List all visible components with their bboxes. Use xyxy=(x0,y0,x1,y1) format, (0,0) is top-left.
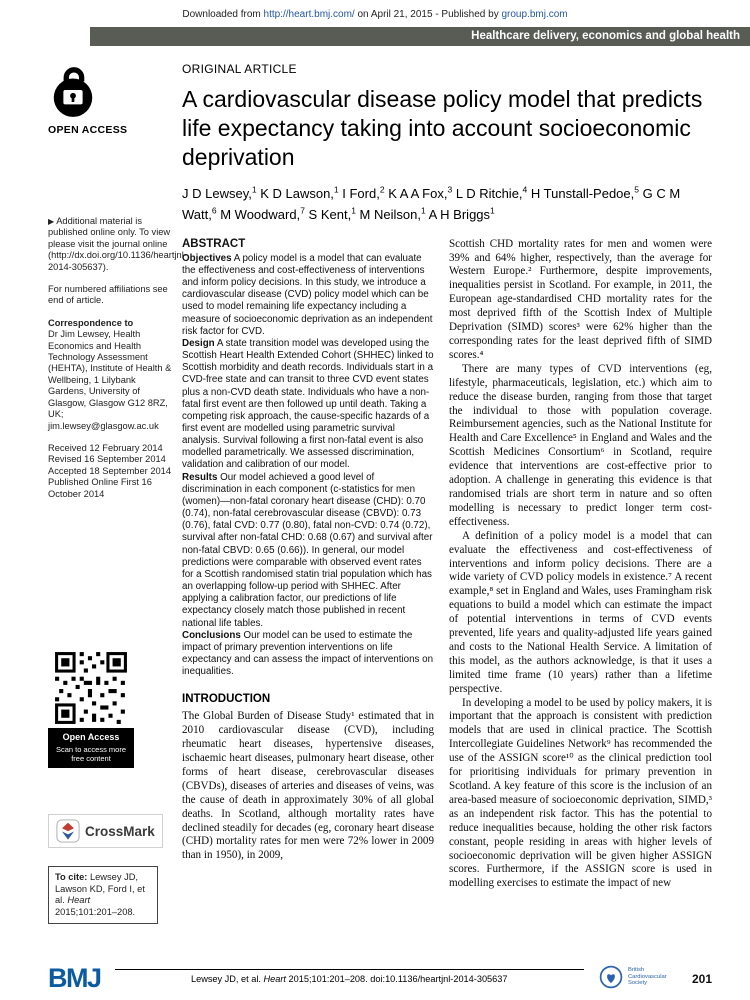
sidebar xyxy=(48,46,187,924)
article-type-label: ORIGINAL ARTICLE xyxy=(182,62,297,76)
correspondence-text: Dr Jim Lewsey, Health Economics and Health Technology Assessment (HEHTA), Institute of Health & Wellbeing, 1 Lilybank Gardens, University of Glasgow, Glasgow G12 8RZ, UK; jim.lewsey@glasgow.ac.uk xyxy=(48,329,172,431)
bmj-logo: BMJ xyxy=(48,963,101,993)
author-name: M Neilson,$^1$ xyxy=(359,205,426,223)
introduction-heading: INTRODUCTION xyxy=(182,693,271,706)
right-column xyxy=(449,238,712,892)
correspondence-block xyxy=(48,318,172,432)
open-access-label: OPEN ACCESS xyxy=(48,124,128,137)
cite-rest: 2015;101:201–208. xyxy=(55,906,136,917)
cite-label: To cite: xyxy=(55,872,88,883)
cite-authors: Lewsey JD, Lawson KD, Ford I, et al. xyxy=(55,872,145,906)
crossmark-badge[interactable] xyxy=(48,814,163,848)
cite-journal: Heart xyxy=(67,895,91,906)
body-paragraph: In developing a model to be used by policy makers, it is important that the approach is consistent with prediction models that are used in clinical practice. The Scottish Intercollegiate Guidelines Network⁹ has recommended the use of the ASSIGN score¹⁰ as the clinical prediction tool for prioritising individuals for primary prevention in Scotland. A key feature of this score is the inclusion of an area-based measure of socioeconomic deprivation, SIMD,³ as an independent risk factor. This has the potential to reduce inequalities because, holding the other risk factors constant, people residing in areas with higher levels of socioeconomic deprivation will be given higher ASSIGN scores. Furthermore, if the ASSIGN score is used in modelling exercises to estimate the impact of new xyxy=(449,696,712,890)
section-banner: Healthcare delivery, economics and global health xyxy=(90,27,750,46)
author-name: H Tunstall-Pedoe,$^5$ xyxy=(530,185,639,202)
correspondence-label: Correspondence to xyxy=(48,317,134,328)
authors-line xyxy=(182,182,712,224)
author-name: M Woodward,$^7$ xyxy=(220,205,305,223)
author-name: I Ford,$^2$ xyxy=(342,185,385,202)
abstract-heading: ABSTRACT xyxy=(182,237,246,250)
article-title: A cardiovascular disease policy model that predicts life expectancy taking into account socioeconomic deprivation xyxy=(182,86,703,170)
download-header xyxy=(0,0,750,20)
article-main xyxy=(182,46,712,924)
history-accepted: Accepted 18 September 2014 xyxy=(48,465,172,476)
page-content xyxy=(0,46,750,924)
history-revised: Revised 16 September 2014 xyxy=(48,454,166,465)
two-column-body xyxy=(182,238,712,892)
additional-material-note xyxy=(48,216,187,273)
bcs-label: British Cardiovascular Society xyxy=(627,966,667,987)
author-name: K D Lawson,$^1$ xyxy=(260,185,339,202)
author-name: A H Briggs$^1$ xyxy=(428,205,495,223)
qr-label-subtitle: Scan to access more free content xyxy=(55,745,127,764)
article-history xyxy=(48,443,172,500)
history-received: Received 12 February 2014 xyxy=(48,442,163,453)
bcs-logo xyxy=(598,964,678,992)
body-paragraph: A definition of a policy model is a model that can evaluate the effectiveness and cost-effectiveness of interventions and inform policy decisions. There are a wide variety of CVD policy models in existence.⁷ A recent example,⁸ set in England and Wales, uses Framingham risk equations to build a model which can estimate the impact of potential interventions in terms of CVD events prevented, life years and quality-adjusted life years gained and costs to the National Health Service. A limitation of this model, as the authors acknowledge, is that it uses a limited time frame (10 years) rather than a lifetime perspective. xyxy=(449,529,712,695)
publisher-link[interactable]: group.bmj.com xyxy=(501,9,568,20)
left-column xyxy=(182,238,434,892)
body-paragraph: Scottish CHD mortality rates for men and women were 39% and 64% higher, respectively, than the average for Western Europe.² Furthermore, despite improvements, inequalities persist in Scotland. For example, in 2011, the European age-standardised CHD mortality rates for the most deprived fifth of the Scottish Index of Multiple Deprivation (SIMD) scores³ were 62% higher than the corresponding rates for the least deprived fifth of SIMD scores.⁴ xyxy=(449,237,712,361)
affiliations-note: For numbered affiliations see end of article. xyxy=(48,284,168,306)
qr-block xyxy=(48,650,134,768)
citation-box xyxy=(48,866,158,924)
qr-label-title: Open Access xyxy=(62,731,120,742)
introduction-paragraph: The Global Burden of Disease Study¹ estimated that in 2010 cardiovascular disease (CVD), including rheumatic heart diseases, hypertensive diseases, ischaemic heart diseases, pulmonary heart disease, other forms of heart disease, cerebrovascular diseases (CBVDs), diseases of arteries and diseases of veins, was the cause of death in approximately 30% of all global deaths. In Scotland, although mortality rates have declined steadily for decades (eg, coronary heart disease (CHD) mortality rates for men were 72% lower in 2009 than in 1950), in 2009, xyxy=(182,710,434,862)
qr-label xyxy=(48,728,134,768)
download-prefix: Downloaded from xyxy=(182,9,264,20)
journal-url-link[interactable]: http://heart.bmj.com/ xyxy=(263,9,355,20)
open-access-padlock-icon xyxy=(48,60,98,120)
page-number: 201 xyxy=(691,972,712,986)
page-footer xyxy=(48,958,712,992)
abstract-objectives: Objectives A policy model is a model that can evaluate the effectiveness and cost-effectiveness of interventions and inform policy decisions. In this study, we introduce a cardiovascular disease (CVD) policy model which can be used to model remaining life expectancy including a measure of socioeconomic deprivation as an independent risk factor for CVD. xyxy=(182,252,433,337)
history-published: Published Online First 16 October 2014 xyxy=(48,477,152,499)
crossmark-icon xyxy=(56,819,80,843)
introduction-section xyxy=(182,693,434,863)
abstract-design: Design A state transition model was developed using the Scottish Heart Health Extended Cohort (SHHEC) linked to Scottish morbidity and death records. Individuals start in a CVD-free state and can transit to three CVD event states plus a non-CVD death state. Individuals who have a non-fatal first event are then followed up until death. Taking a competing risk approach, the cause-specific hazards of a first event are modelled using parametric survival analysis. Survival following a first non-fatal event is also modelled parametrically. We assessed discrimination, validation and calibration of our model. xyxy=(182,337,434,471)
author-name: L D Ritchie,$^4$ xyxy=(455,185,528,202)
arrow-icon: ▶ xyxy=(48,217,55,226)
additional-material-text: Additional material is published online only. To view please visit the journal online (http://dx.doi.org/10.1136/heartjnl-2014-305637). xyxy=(48,216,187,272)
qr-code xyxy=(53,650,129,726)
author-name: G C M Watt,$^6$ xyxy=(182,186,681,223)
abstract-section xyxy=(182,238,434,679)
author-name: S Kent,$^1$ xyxy=(308,205,356,223)
crossmark-label: CrossMark xyxy=(85,823,155,839)
open-access-block xyxy=(48,60,172,216)
bcs-heart-icon xyxy=(598,964,624,990)
download-middle: on April 21, 2015 - Published by xyxy=(354,9,502,20)
abstract-conclusions: Conclusions Our model can be used to estimate the impact of primary prevention interventions on life expectancy and can assess the impact of interventions on inequalities. xyxy=(182,629,434,678)
body-paragraph: There are many types of CVD interventions (eg, lifestyle, pharmaceuticals, legislation, etc.) which aim to reduce the disease burden, ranging from those that target the individual to those with population coverage. Reimbursement agencies, such as the National Institute for Health and Care Excellence⁵ in England and Wales and the Scottish Medicines Consortium⁶ in Scotland, require evidence that interventions are cost-effective prior to adoption. A challenge in generating this evidence is that randomised trials are short term in nature and so often modelling is necessary to predict longer term cost-effectiveness. xyxy=(449,362,712,528)
footer-citation: Lewsey JD, et al. Heart 2015;101:201–208. doi:10.1136/heartjnl-2014-305637 xyxy=(115,969,584,992)
abstract-results: Results Our model achieved a good level of discrimination in each component (c-statistics for men (women)—non-fatal coronary heart disease (CHD): 0.70 (0.74), non-fatal cerebrovascular disease (CBVD): 0.73 (0.76), fatal CVD: 0.77 (0.80), fatal non-CVD: 0.74 (0.72), survival after non-fatal CHD: 0.68 (0.67) and survival after non-fatal CBVD: 0.65 (0.66)). In general, our model predictions were comparable with observed event rates for a Scottish randomised statin trial population which has an overlapping follow-up period with SHHEC. After applying a calibration factor, our predictions of life expectancy closely match those published in recent national life tables. xyxy=(182,471,433,629)
author-name: J D Lewsey,$^1$ xyxy=(182,185,257,202)
author-name: K A A Fox,$^3$ xyxy=(388,185,453,202)
